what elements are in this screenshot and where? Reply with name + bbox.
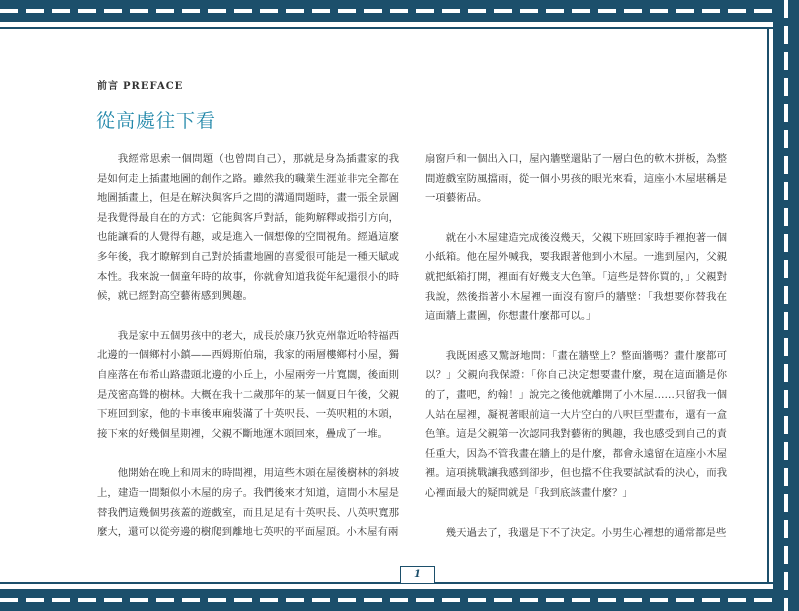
section-label-en: PREFACE xyxy=(123,81,184,92)
paragraph: 我既困惑又驚訝地問：「畫在牆壁上？整面牆嗎？畫什麼都可以？」父親向我保證：「你自己決定想要畫什麼，現在這面牆是你的了，畫吧，約翰！」說完之後他就離開了小木屋……只留我一個人站在屋裡，凝視著眼前這一大片空白的八呎巨型畫布，還有一盒色筆。這是父親第一次認同我對藝術的興趣，我也感受到自己的責任重大，因為不管我畫在牆上的是什麼，都會永遠留在這座小木屋裡。這項挑戰讓我感到卻步，但也擋不住我要試試看的決心，而我心裡面最大的疑問就是「我到底該畫什麼？」 xyxy=(425,349,727,499)
section-label xyxy=(97,77,183,92)
section-label-cn: 前言 xyxy=(97,81,119,92)
bottom-border xyxy=(0,589,799,611)
page-title: 從高處往下看 xyxy=(96,110,217,132)
top-border xyxy=(0,0,799,22)
right-border xyxy=(773,0,799,611)
inner-rule-top xyxy=(0,27,775,29)
right-column xyxy=(425,150,727,563)
paragraph: 幾天過去了，我還是下不了決定。小男生心裡想的通常都是些 xyxy=(445,526,727,539)
paragraph: 我經常思索一個問題（也曾問自己），那就是身為插畫家的我是如何走上插畫地圖的創作之路。雖然我的職業生涯並非完全都在地圖插畫上，但是在解決與客戶之間的溝通問題時，畫一張全景圖是我覺得最自在的方式：它能與客戶對話，能夠解釋或指引方向，也能讓看的人覺得有趣，或是進入一個想像的空間視角。經過這麼多年後，我才瞭解到自己對於插畫地圖的喜愛很可能是一種天賦或本性。我來說一個童年時的故事，你就會知道我從年紀還很小的時候，就已經對高空藝術感到興趣。 xyxy=(97,153,399,303)
paragraph: 他開始在晚上和周末的時間裡，用這些木頭在屋後樹林的斜坡上，建造一間類似小木屋的房子。我們後來才知道，這間小木屋是替我們這幾個男孩蓋的遊戲室，而且足足有十英呎長、八英呎寬那麼大，還可以從旁邊的樹爬到離地七英呎的平面屋頂。小木屋有兩 xyxy=(97,467,399,539)
left-column xyxy=(97,150,399,563)
inner-rule-bottom xyxy=(0,582,775,584)
paragraph: 我是家中五個男孩中的老大，成長於康乃狄克州靠近哈特福西北邊的一個鄉村小鎮——西姆斯伯瑞，我家的兩層樓鄉村小屋，獨自座落在布希山路盡頭北邊的小丘上，小屋兩旁一片寬闊，後面則是茂密高聳的樹林。大概在我十二歲那年的某一個夏日午後，父親下班回到家，他的卡車後車廂裝滿了十英呎長、一英呎粗的木頭，接下來的好幾個星期裡，父親不斷地運木頭回來，疊成了一堆。 xyxy=(97,329,399,440)
paragraph: 扇窗戶和一個出入口，屋內牆壁還貼了一層白色的軟木拼板，為整間遊戲室防風擋雨，從一個小男孩的眼光來看，這座小木屋堪稱是一項藝術品。 xyxy=(425,153,727,205)
inner-rule-right xyxy=(767,27,769,584)
page-number: 1 xyxy=(400,566,435,584)
paragraph: 就在小木屋建造完成後沒幾天，父親下班回家時手裡抱著一個小紙箱。他在屋外喊我，要我跟著他到小木屋。一進到屋內，父親就把紙箱打開，裡面有好幾支大色筆。「這些是替你買的，」父親對我說，然後指著小木屋裡一面沒有窗戶的牆壁：「我想要你替我在這面牆上畫圖，你想畫什麼都可以。」 xyxy=(425,231,727,323)
